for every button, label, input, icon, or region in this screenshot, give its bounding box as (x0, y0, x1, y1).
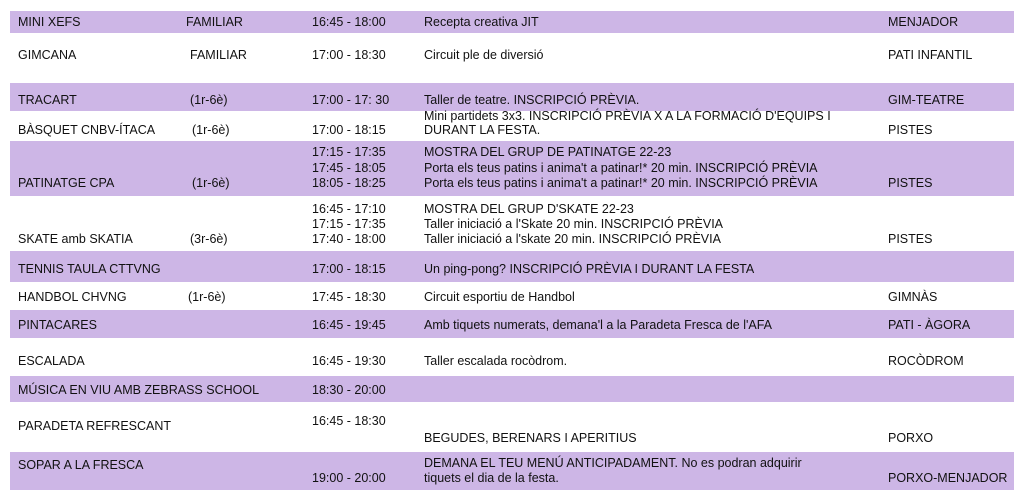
activity-description-line: Mini partidets 3x3. INSCRIPCIÓ PRÈVIA X A LA FORMACIÓ D'EQUIPS I (424, 109, 831, 123)
group-label: FAMILIAR (190, 48, 247, 62)
location: PISTES (888, 123, 933, 137)
group-label: (1r-6è) (190, 93, 228, 107)
location: PORXO (888, 431, 934, 445)
group-label: (1r-6è) (192, 176, 230, 190)
activity-name: HANDBOL CHVNG (18, 290, 127, 304)
time-slot: 16:45 - 18:00 (312, 15, 386, 29)
time-slot: 17:00 - 18:15 (312, 262, 386, 276)
table-row (10, 338, 1014, 376)
group-label: (1r-6è) (192, 123, 230, 137)
time-slot: 17:00 - 17: 30 (312, 93, 390, 107)
location: GIMNÀS (888, 290, 938, 304)
activity-description-line: MOSTRA DEL GRUP D'SKATE 22-23 (424, 202, 634, 216)
activity-name: MINI XEFS (18, 15, 81, 29)
time-slot: 17:00 - 18:15 (312, 123, 386, 137)
time-slot: 16:45 - 19:45 (312, 318, 386, 332)
activity-name: PARADETA REFRESCANT (18, 419, 172, 433)
activity-description-line: DURANT LA FESTA. (424, 123, 541, 137)
table-row (10, 310, 1014, 338)
table-row (10, 141, 1014, 196)
time-slot: 16:45 - 18:30 (312, 414, 386, 428)
table-row (10, 452, 1014, 490)
time-slot: 17:45 - 18:30 (312, 290, 386, 304)
time-slot: 18:05 - 18:25 (312, 176, 386, 190)
location: GIM-TEATRE (888, 93, 965, 107)
table-row (10, 402, 1014, 452)
activity-description-line: Porta els teus patins i anima't a patinar!* 20 min. INSCRIPCIÓ PRÈVIA (424, 176, 818, 190)
group-label: FAMILIAR (186, 15, 243, 29)
activity-description-line: Taller iniciació a l'skate 20 min. INSCRIPCIÓ PRÈVIA (424, 232, 721, 246)
location: PATI INFANTIL (888, 48, 973, 62)
time-slot: 19:00 - 20:00 (312, 471, 386, 485)
activity-name: PINTACARES (18, 318, 97, 332)
time-slot: 16:45 - 17:10 (312, 202, 386, 216)
table-row (10, 251, 1014, 282)
activity-description-line: Porta els teus patins i anima't a patinar!* 20 min. INSCRIPCIÓ PRÈVIA (424, 161, 818, 175)
time-slot: 17:15 - 17:35 (312, 145, 386, 159)
time-slot: 17:45 - 18:05 (312, 161, 386, 175)
activity-description-line: Taller iniciació a l'Skate 20 min. INSCRIPCIÓ PRÈVIA (424, 217, 724, 231)
table-row (10, 33, 1014, 83)
table-row (10, 11, 1014, 33)
location: PORXO-MENJADOR (888, 471, 1008, 485)
activity-name: PATINATGE CPA (18, 176, 115, 190)
activity-description: Circuit esportiu de Handbol (424, 290, 575, 304)
time-slot: 16:45 - 19:30 (312, 354, 386, 368)
activity-description: Taller escalada rocòdrom. (424, 354, 568, 368)
time-slot: 18:30 - 20:00 (312, 383, 386, 397)
location: PISTES (888, 232, 933, 246)
activity-description: Amb tiquets numerats, demana'l a la Paradeta Fresca de l'AFA (424, 318, 773, 332)
time-slot: 17:40 - 18:00 (312, 232, 386, 246)
location: ROCÒDROM (888, 354, 964, 368)
group-label: (3r-6è) (190, 232, 228, 246)
table-row (10, 282, 1014, 310)
activity-description: Un ping-pong? INSCRIPCIÓ PRÈVIA I DURANT LA FESTA (424, 262, 755, 276)
table-row (10, 111, 1014, 141)
time-slot: 17:00 - 18:30 (312, 48, 386, 62)
activity-description-line: DEMANA EL TEU MENÚ ANTICIPADAMENT. No es podran adquirir (424, 456, 802, 470)
activity-name: BÀSQUET CNBV-ÍTACA (18, 123, 156, 137)
activity-name: SOPAR A LA FRESCA (18, 458, 144, 472)
location: MENJADOR (888, 15, 959, 29)
activity-description-line: MOSTRA DEL GRUP DE PATINATGE 22-23 (424, 145, 672, 159)
location: PATI - ÀGORA (888, 318, 971, 332)
activity-name: ESCALADA (18, 354, 85, 368)
activity-description: Recepta creativa JIT (424, 15, 539, 29)
activity-description: BEGUDES, BERENARS I APERITIUS (424, 431, 637, 445)
table-row (10, 376, 1014, 402)
table-row (10, 83, 1014, 111)
activity-description: Taller de teatre. INSCRIPCIÓ PRÈVIA. (424, 93, 640, 107)
activity-description-line: tiquets el dia de la festa. (424, 471, 559, 485)
group-label: (1r-6è) (188, 290, 226, 304)
activity-name: TRACART (18, 93, 77, 107)
activity-description: Circuit ple de diversió (424, 48, 544, 62)
table-row (10, 196, 1014, 251)
time-slot: 17:15 - 17:35 (312, 217, 386, 231)
activity-name: TENNIS TAULA CTTVNG (18, 262, 161, 276)
activity-name: MÚSICA EN VIU AMB ZEBRASS SCHOOL (18, 383, 260, 397)
activity-name: GIMCANA (18, 48, 77, 62)
activity-name: SKATE amb SKATIA (18, 232, 133, 246)
location: PISTES (888, 176, 933, 190)
